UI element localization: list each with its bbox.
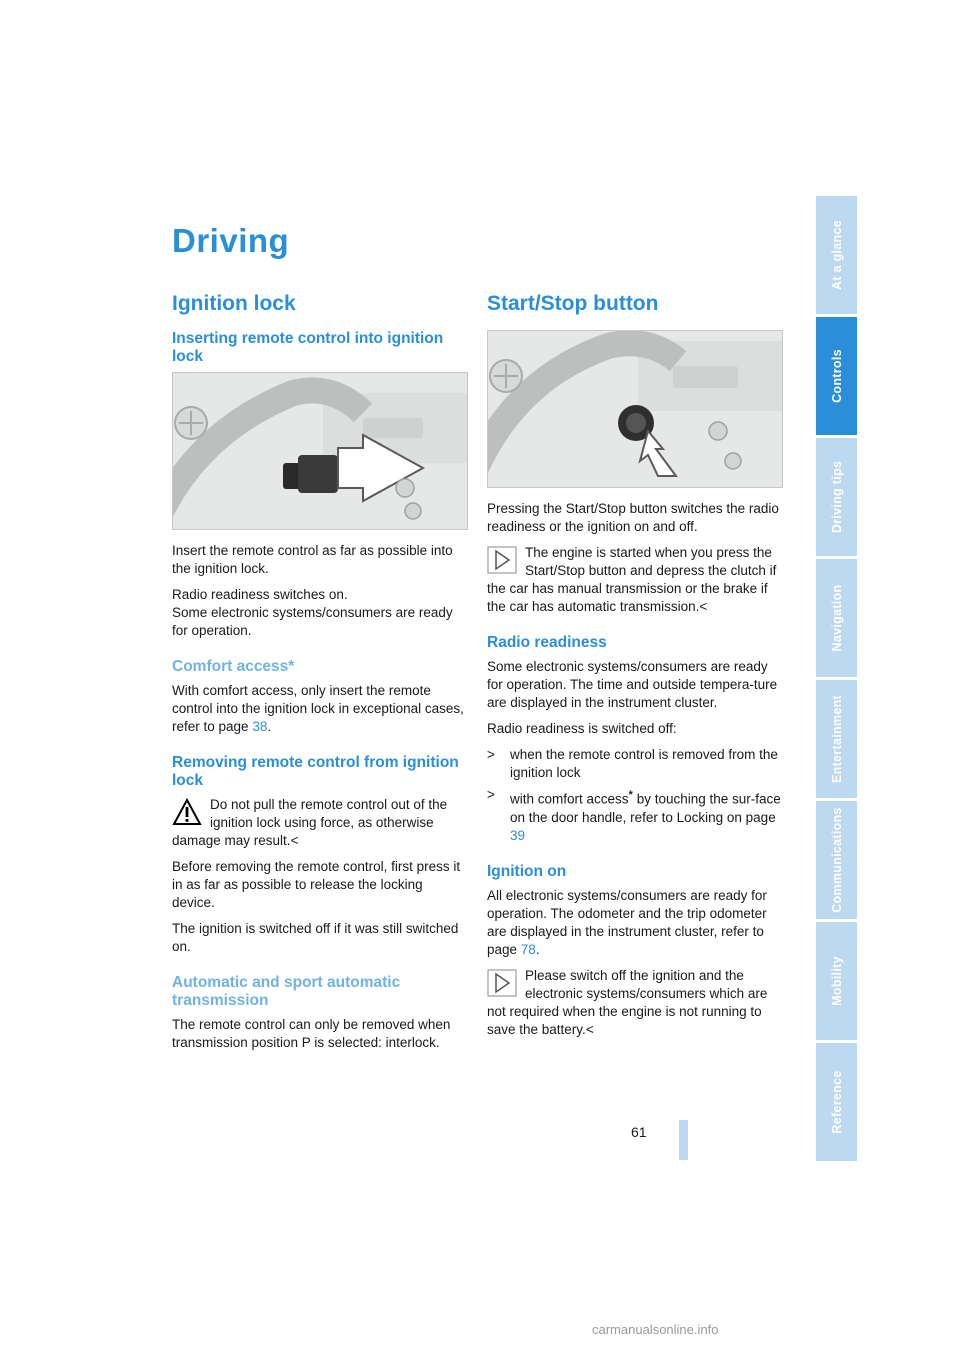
note-triangle-icon [487,969,517,997]
subheading-comfort-access: Comfort access* [172,658,295,675]
note-text: Please switch off the ignition and the electronic systems/consumers which are not required when the engine is not running to save the battery.< [487,967,768,1037]
paragraph: Some electronic systems/consumers are ready for operation. The time and outside tempera-ture are displayed in the instrument cluster. [487,659,778,710]
page-link-38[interactable]: 38 [252,719,268,734]
tab-driving-tips[interactable]: Driving tips [816,438,857,556]
page-number-bar [679,1120,688,1160]
section-heading-ignition-lock: Ignition lock [172,292,296,315]
note-text: The engine is started when you press the Start/Stop button and depress the clutch if the car has manual transmission or the brake if the car has automatic transmission.< [487,545,777,614]
start-stop-button-illustration [487,330,783,488]
paragraph: Pressing the Start/Stop button switches the radio readiness or the ignition on and off. [487,501,779,534]
right-column [487,292,783,1047]
paragraph: The remote control can only be removed when transmission position P is selected: interlock. [172,1017,451,1050]
ignition-lock-illustration [172,372,468,530]
page-title: Driving [172,222,290,259]
note-triangle-icon [487,546,517,574]
tab-reference[interactable]: Reference [816,1043,857,1161]
left-column [172,292,468,1060]
page-link-78[interactable]: 78 [520,941,536,957]
page-link-39[interactable]: 39 [510,827,526,843]
warning-icon [172,798,202,826]
subheading-radio-readiness: Radio readiness [487,634,607,651]
tab-controls[interactable]: Controls [816,317,857,435]
list-item: > with comfort access* by touching the sur-face on the door handle, refer to Locking on page 39 [487,787,781,843]
paragraph: Radio readiness switches on. [172,587,348,602]
subheading-automatic-transmission: Automatic and sport automatic transmission [172,974,401,1009]
bullet-list [487,746,783,845]
warning-note [172,796,468,850]
paragraph: With comfort access, only insert the remote control into the ignition lock in exceptional cases, refer to page 38. [172,683,464,734]
tab-entertainment[interactable]: Entertainment [816,680,857,798]
info-note [487,544,783,616]
warning-text: Do not pull the remote control out of the ignition lock using force, as otherwise damage may result.< [172,797,448,848]
info-note [487,967,783,1039]
subheading-ignition-on: Ignition on [487,862,567,880]
paragraph: All electronic systems/consumers are ready for operation. The odometer and the trip odometer are displayed in the instrument cluster, refer to page 78. [487,887,767,957]
subheading-removing: Removing remote control from ignition lock [172,754,459,789]
tab-communications[interactable]: Communications [816,801,857,919]
paragraph: Some electronic systems/consumers are ready for operation. [172,605,453,638]
paragraph: Insert the remote control as far as possible into the ignition lock. [172,543,453,576]
chapter-tabs [816,196,857,1164]
paragraph: The ignition is switched off if it was still switched on. [172,921,459,954]
paragraph: Before removing the remote control, first press it in as far as possible to release the locking device. [172,859,461,910]
section-heading-start-stop: Start/Stop button [487,292,659,315]
list-item: > when the remote control is removed from the ignition lock [487,747,778,780]
subheading-inserting: Inserting remote control into ignition lock [172,330,444,365]
page-number: 61 [631,1124,647,1140]
paragraph: Radio readiness is switched off: [487,721,677,736]
tab-at-a-glance[interactable]: At a glance [816,196,857,314]
tab-mobility[interactable]: Mobility [816,922,857,1040]
watermark: carmanualsonline.info [592,1322,719,1337]
tab-navigation[interactable]: Navigation [816,559,857,677]
